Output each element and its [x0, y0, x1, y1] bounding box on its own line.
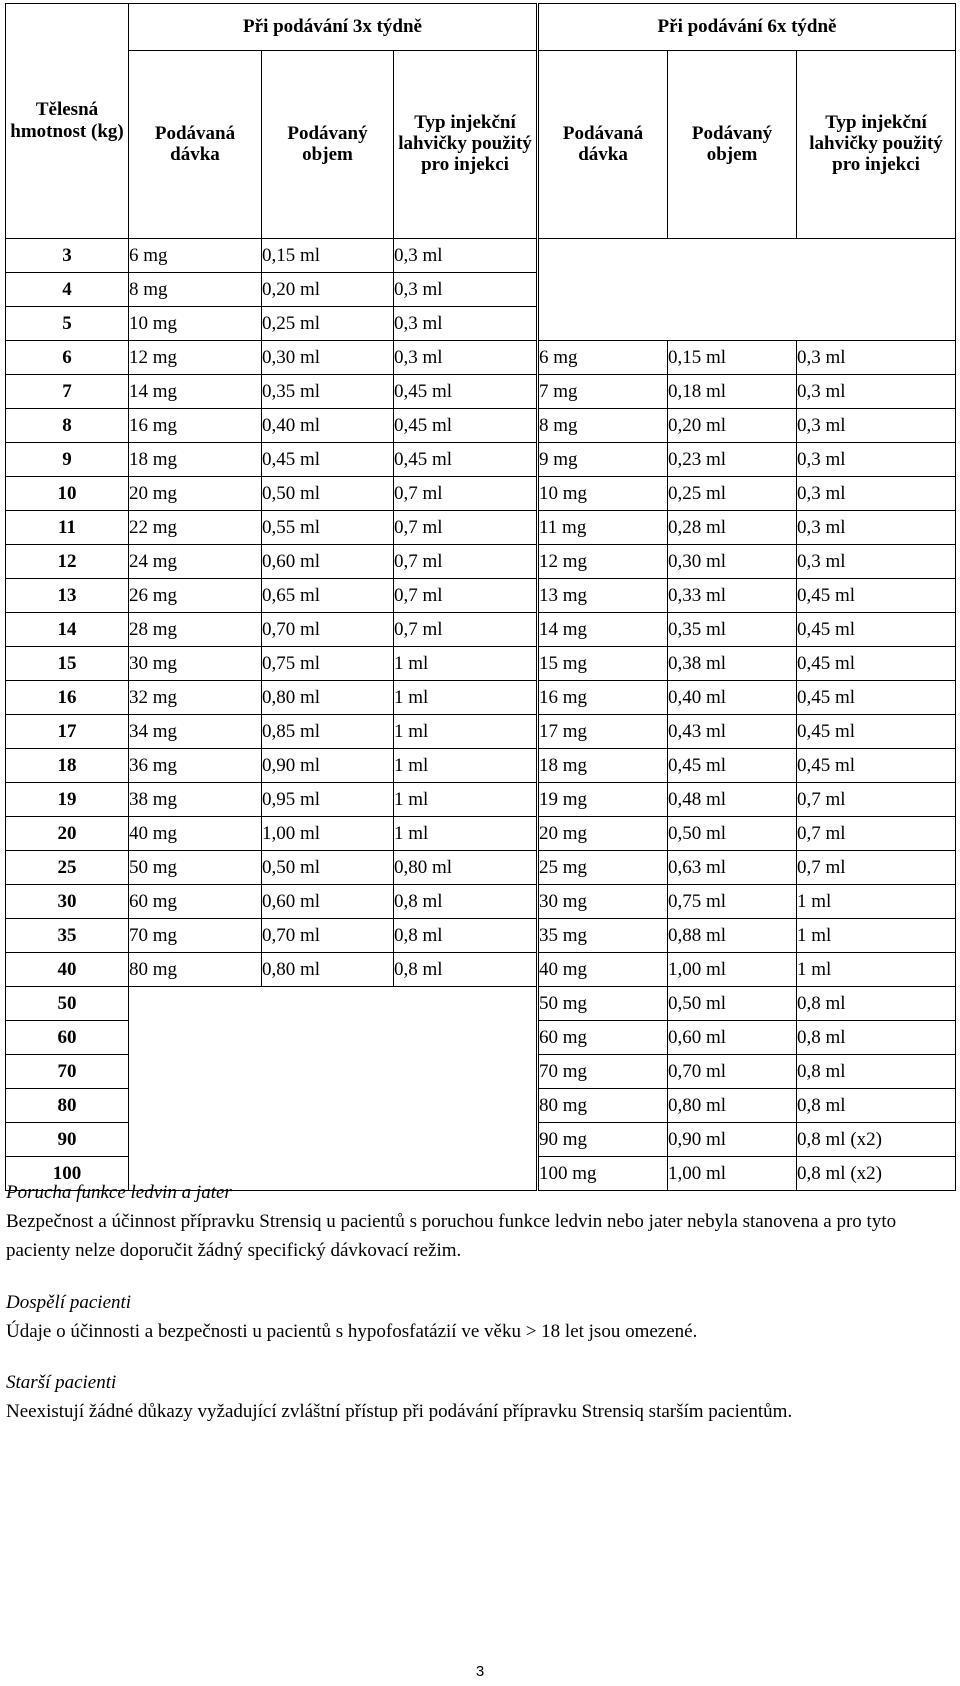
- header-volume-6x: Podávaný objem: [668, 51, 797, 239]
- cell-volume-6x: 0,70 ml: [668, 1055, 797, 1089]
- cell-vial-3x: 1 ml: [394, 749, 538, 783]
- header-vial-6x: Typ injekční lahvičky použitý pro injekci: [797, 51, 956, 239]
- cell-dose-3x: 20 mg: [129, 477, 262, 511]
- table-row: [6, 647, 956, 681]
- cell-volume-3x: 0,85 ml: [262, 715, 394, 749]
- cell-vial-3x: 0,7 ml: [394, 477, 538, 511]
- cell-dose-3x: 34 mg: [129, 715, 262, 749]
- cell-vial-3x: 0,8 ml: [394, 919, 538, 953]
- cell-vial-3x: 0,3 ml: [394, 307, 538, 341]
- table-row: [6, 613, 956, 647]
- section-heading: Dospělí pacienti: [6, 1292, 132, 1313]
- cell-dose-6x: 19 mg: [538, 783, 668, 817]
- cell-volume-6x: 0,60 ml: [668, 1021, 797, 1055]
- cell-volume-3x: 0,80 ml: [262, 953, 394, 987]
- cell-volume-3x: 0,35 ml: [262, 375, 394, 409]
- cell-vial-6x: 0,8 ml (x2): [797, 1123, 956, 1157]
- table-row: [6, 817, 956, 851]
- cell-volume-3x: 0,20 ml: [262, 273, 394, 307]
- section-heading: Starší pacienti: [6, 1372, 117, 1393]
- cell-vial-3x: 0,45 ml: [394, 375, 538, 409]
- cell-dose-3x: 28 mg: [129, 613, 262, 647]
- cell-weight: 20: [6, 817, 129, 851]
- cell-weight: 60: [6, 1021, 129, 1055]
- table-row: [6, 579, 956, 613]
- cell-vial-6x: 0,8 ml: [797, 1021, 956, 1055]
- cell-dose-3x: 80 mg: [129, 953, 262, 987]
- cell-vial-3x: 1 ml: [394, 817, 538, 851]
- cell-volume-6x: 0,25 ml: [668, 477, 797, 511]
- header-vial-3x: Typ injekční lahvičky použitý pro injekci: [394, 51, 538, 239]
- cell-weight: 6: [6, 341, 129, 375]
- cell-dose-3x: 12 mg: [129, 341, 262, 375]
- cell-volume-3x: 0,40 ml: [262, 409, 394, 443]
- table-row: [6, 545, 956, 579]
- cell-dose-3x: 8 mg: [129, 273, 262, 307]
- cell-vial-3x: 1 ml: [394, 647, 538, 681]
- table-row: [6, 953, 956, 987]
- cell-dose-6x: 8 mg: [538, 409, 668, 443]
- cell-volume-3x: 0,70 ml: [262, 613, 394, 647]
- cell-dose-3x: 60 mg: [129, 885, 262, 919]
- cell-weight: 17: [6, 715, 129, 749]
- cell-dose-3x: 50 mg: [129, 851, 262, 885]
- cell-volume-6x: 0,33 ml: [668, 579, 797, 613]
- cell-dose-6x: 10 mg: [538, 477, 668, 511]
- cell-weight: 16: [6, 681, 129, 715]
- cell-dose-3x: 22 mg: [129, 511, 262, 545]
- section-body: Bezpečnost a účinnost přípravku Strensiq u pacientů s poruchou funkce ledvin nebo jater nebyla stanovena a pro tyto pacienty nelze doporučit žádný specifický dávkovací režim.: [6, 1211, 897, 1261]
- cell-vial-3x: 1 ml: [394, 681, 538, 715]
- cell-dose-6x: 40 mg: [538, 953, 668, 987]
- cell-vial-3x: 0,8 ml: [394, 953, 538, 987]
- cell-vial-3x: 0,45 ml: [394, 443, 538, 477]
- cell-volume-6x: 0,40 ml: [668, 681, 797, 715]
- cell-dose-6x: 11 mg: [538, 511, 668, 545]
- cell-vial-3x: 0,3 ml: [394, 239, 538, 273]
- table-row: [6, 783, 956, 817]
- cell-dose-3x: 38 mg: [129, 783, 262, 817]
- cell-volume-6x: 0,50 ml: [668, 987, 797, 1021]
- dosing-table-body: [6, 239, 956, 1191]
- cell-vial-6x: 0,8 ml: [797, 987, 956, 1021]
- cell-vial-6x: 0,45 ml: [797, 647, 956, 681]
- cell-dose-3x: 40 mg: [129, 817, 262, 851]
- cell-volume-3x: 0,60 ml: [262, 545, 394, 579]
- cell-dose-6x: 20 mg: [538, 817, 668, 851]
- cell-volume-3x: 0,30 ml: [262, 341, 394, 375]
- cell-vial-6x: 0,45 ml: [797, 681, 956, 715]
- cell-vial-3x: 0,7 ml: [394, 613, 538, 647]
- cell-dose-3x: 14 mg: [129, 375, 262, 409]
- cell-vial-6x: 0,8 ml (x2): [797, 1157, 956, 1191]
- cell-vial-3x: 0,3 ml: [394, 273, 538, 307]
- cell-dose-6x: 9 mg: [538, 443, 668, 477]
- cell-weight: 35: [6, 919, 129, 953]
- cell-volume-3x: 0,90 ml: [262, 749, 394, 783]
- cell-volume-3x: 0,65 ml: [262, 579, 394, 613]
- cell-dose-6x: 25 mg: [538, 851, 668, 885]
- cell-vial-6x: 0,3 ml: [797, 545, 956, 579]
- cell-dose-6x: 70 mg: [538, 1055, 668, 1089]
- cell-dose-3x: 26 mg: [129, 579, 262, 613]
- cell-weight: 13: [6, 579, 129, 613]
- cell-dose-6x: 50 mg: [538, 987, 668, 1021]
- cell-vial-6x: 0,8 ml: [797, 1055, 956, 1089]
- header-weight: Tělesná hmotnost (kg): [6, 4, 129, 239]
- cell-dose-6x: 15 mg: [538, 647, 668, 681]
- cell-volume-6x: 0,18 ml: [668, 375, 797, 409]
- cell-vial-6x: 1 ml: [797, 885, 956, 919]
- section-elderly: [6, 1368, 954, 1426]
- cell-vial-3x: 0,7 ml: [394, 579, 538, 613]
- cell-dose-6x: 35 mg: [538, 919, 668, 953]
- cell-weight: 11: [6, 511, 129, 545]
- cell-vial-3x: 0,3 ml: [394, 341, 538, 375]
- cell-weight: 3: [6, 239, 129, 273]
- table-row: [6, 511, 956, 545]
- cell-volume-3x: 0,55 ml: [262, 511, 394, 545]
- cell-vial-3x: 0,7 ml: [394, 511, 538, 545]
- cell-volume-3x: 0,60 ml: [262, 885, 394, 919]
- cell-weight: 30: [6, 885, 129, 919]
- cell-vial-6x: 0,3 ml: [797, 477, 956, 511]
- cell-dose-6x: 7 mg: [538, 375, 668, 409]
- cell-weight: 10: [6, 477, 129, 511]
- cell-volume-6x: 0,48 ml: [668, 783, 797, 817]
- cell-weight: 90: [6, 1123, 129, 1157]
- cell-dose-3x: 32 mg: [129, 681, 262, 715]
- cell-volume-6x: 0,23 ml: [668, 443, 797, 477]
- cell-vial-6x: 0,3 ml: [797, 443, 956, 477]
- cell-weight: 40: [6, 953, 129, 987]
- section-renal-hepatic: [6, 1178, 954, 1265]
- cell-volume-6x: 0,35 ml: [668, 613, 797, 647]
- cell-volume-3x: 1,00 ml: [262, 817, 394, 851]
- cell-weight: 100: [6, 1157, 129, 1191]
- cell-dose-6x: 18 mg: [538, 749, 668, 783]
- table-row: [6, 239, 956, 273]
- cell-dose-3x: 6 mg: [129, 239, 262, 273]
- cell-volume-6x: 1,00 ml: [668, 1157, 797, 1191]
- cell-weight: 80: [6, 1089, 129, 1123]
- cell-vial-3x: 0,80 ml: [394, 851, 538, 885]
- cell-dose-3x: 18 mg: [129, 443, 262, 477]
- table-row: [6, 885, 956, 919]
- cell-vial-3x: 1 ml: [394, 783, 538, 817]
- header-dose-6x: Podávaná dávka: [538, 51, 668, 239]
- cell-volume-6x: 0,38 ml: [668, 647, 797, 681]
- cell-vial-3x: 0,7 ml: [394, 545, 538, 579]
- cell-vial-6x: 0,45 ml: [797, 749, 956, 783]
- cell-vial-6x: 0,3 ml: [797, 341, 956, 375]
- cell-volume-6x: 0,15 ml: [668, 341, 797, 375]
- cell-volume-6x: 1,00 ml: [668, 953, 797, 987]
- empty-block-3x: [129, 987, 538, 1191]
- cell-weight: 19: [6, 783, 129, 817]
- cell-dose-6x: 13 mg: [538, 579, 668, 613]
- cell-dose-3x: 10 mg: [129, 307, 262, 341]
- table-row: [6, 749, 956, 783]
- cell-weight: 8: [6, 409, 129, 443]
- cell-volume-3x: 0,45 ml: [262, 443, 394, 477]
- cell-dose-6x: 90 mg: [538, 1123, 668, 1157]
- empty-block-6x: [538, 239, 956, 341]
- cell-dose-3x: 24 mg: [129, 545, 262, 579]
- cell-volume-3x: 0,25 ml: [262, 307, 394, 341]
- cell-vial-6x: 0,7 ml: [797, 783, 956, 817]
- cell-volume-6x: 0,88 ml: [668, 919, 797, 953]
- cell-dose-3x: 16 mg: [129, 409, 262, 443]
- table-row: [6, 477, 956, 511]
- cell-volume-3x: 0,75 ml: [262, 647, 394, 681]
- table-row: [6, 409, 956, 443]
- table-row: [6, 681, 956, 715]
- cell-dose-6x: 100 mg: [538, 1157, 668, 1191]
- cell-dose-6x: 80 mg: [538, 1089, 668, 1123]
- cell-vial-6x: 0,7 ml: [797, 817, 956, 851]
- cell-volume-3x: 0,15 ml: [262, 239, 394, 273]
- cell-dose-6x: 17 mg: [538, 715, 668, 749]
- cell-weight: 12: [6, 545, 129, 579]
- cell-volume-3x: 0,50 ml: [262, 851, 394, 885]
- cell-weight: 5: [6, 307, 129, 341]
- cell-weight: 7: [6, 375, 129, 409]
- cell-weight: 18: [6, 749, 129, 783]
- cell-vial-3x: 0,45 ml: [394, 409, 538, 443]
- cell-vial-6x: 0,8 ml: [797, 1089, 956, 1123]
- cell-volume-6x: 0,20 ml: [668, 409, 797, 443]
- cell-volume-3x: 0,50 ml: [262, 477, 394, 511]
- cell-volume-6x: 0,80 ml: [668, 1089, 797, 1123]
- cell-vial-6x: 0,45 ml: [797, 715, 956, 749]
- section-adults: [6, 1288, 954, 1346]
- cell-weight: 9: [6, 443, 129, 477]
- cell-weight: 50: [6, 987, 129, 1021]
- cell-volume-3x: 0,80 ml: [262, 681, 394, 715]
- cell-vial-3x: 1 ml: [394, 715, 538, 749]
- cell-weight: 70: [6, 1055, 129, 1089]
- table-row: [6, 375, 956, 409]
- table-row: [6, 715, 956, 749]
- section-heading: Porucha funkce ledvin a jater: [6, 1182, 232, 1203]
- cell-volume-6x: 0,75 ml: [668, 885, 797, 919]
- cell-vial-6x: 0,3 ml: [797, 409, 956, 443]
- table-row: [6, 919, 956, 953]
- cell-dose-6x: 60 mg: [538, 1021, 668, 1055]
- cell-vial-6x: 1 ml: [797, 953, 956, 987]
- cell-volume-3x: 0,70 ml: [262, 919, 394, 953]
- cell-dose-6x: 12 mg: [538, 545, 668, 579]
- cell-volume-3x: 0,95 ml: [262, 783, 394, 817]
- header-volume-3x: Podávaný objem: [262, 51, 394, 239]
- page-number: 3: [475, 1663, 485, 1680]
- table-row: [6, 341, 956, 375]
- table-row: [6, 851, 956, 885]
- header-dose-3x: Podávaná dávka: [129, 51, 262, 239]
- cell-vial-3x: 0,8 ml: [394, 885, 538, 919]
- cell-volume-6x: 0,63 ml: [668, 851, 797, 885]
- cell-vial-6x: 0,45 ml: [797, 579, 956, 613]
- cell-volume-6x: 0,45 ml: [668, 749, 797, 783]
- section-body: Neexistují žádné důkazy vyžadující zvláštní přístup při podávání přípravku Strensiq starším pacientům.: [6, 1401, 793, 1422]
- cell-dose-6x: 6 mg: [538, 341, 668, 375]
- section-body: Údaje o účinnosti a bezpečnosti u pacientů s hypofosfatázií ve věku > 18 let jsou omezené.: [6, 1321, 698, 1342]
- cell-volume-6x: 0,43 ml: [668, 715, 797, 749]
- cell-vial-6x: 0,45 ml: [797, 613, 956, 647]
- cell-dose-3x: 70 mg: [129, 919, 262, 953]
- dosing-table: [5, 3, 956, 1191]
- cell-dose-3x: 30 mg: [129, 647, 262, 681]
- cell-weight: 25: [6, 851, 129, 885]
- cell-vial-6x: 1 ml: [797, 919, 956, 953]
- header-group-6x: Při podávání 6x týdně: [538, 4, 956, 51]
- cell-vial-6x: 0,3 ml: [797, 375, 956, 409]
- cell-vial-6x: 0,7 ml: [797, 851, 956, 885]
- cell-dose-6x: 14 mg: [538, 613, 668, 647]
- header-group-3x: Při podávání 3x týdně: [129, 4, 538, 51]
- cell-dose-6x: 30 mg: [538, 885, 668, 919]
- cell-volume-6x: 0,30 ml: [668, 545, 797, 579]
- cell-vial-6x: 0,3 ml: [797, 511, 956, 545]
- table-row: [6, 443, 956, 477]
- table-row: [6, 987, 956, 1021]
- cell-dose-3x: 36 mg: [129, 749, 262, 783]
- cell-dose-6x: 16 mg: [538, 681, 668, 715]
- cell-weight: 15: [6, 647, 129, 681]
- cell-volume-6x: 0,28 ml: [668, 511, 797, 545]
- cell-weight: 14: [6, 613, 129, 647]
- cell-weight: 4: [6, 273, 129, 307]
- cell-volume-6x: 0,50 ml: [668, 817, 797, 851]
- cell-volume-6x: 0,90 ml: [668, 1123, 797, 1157]
